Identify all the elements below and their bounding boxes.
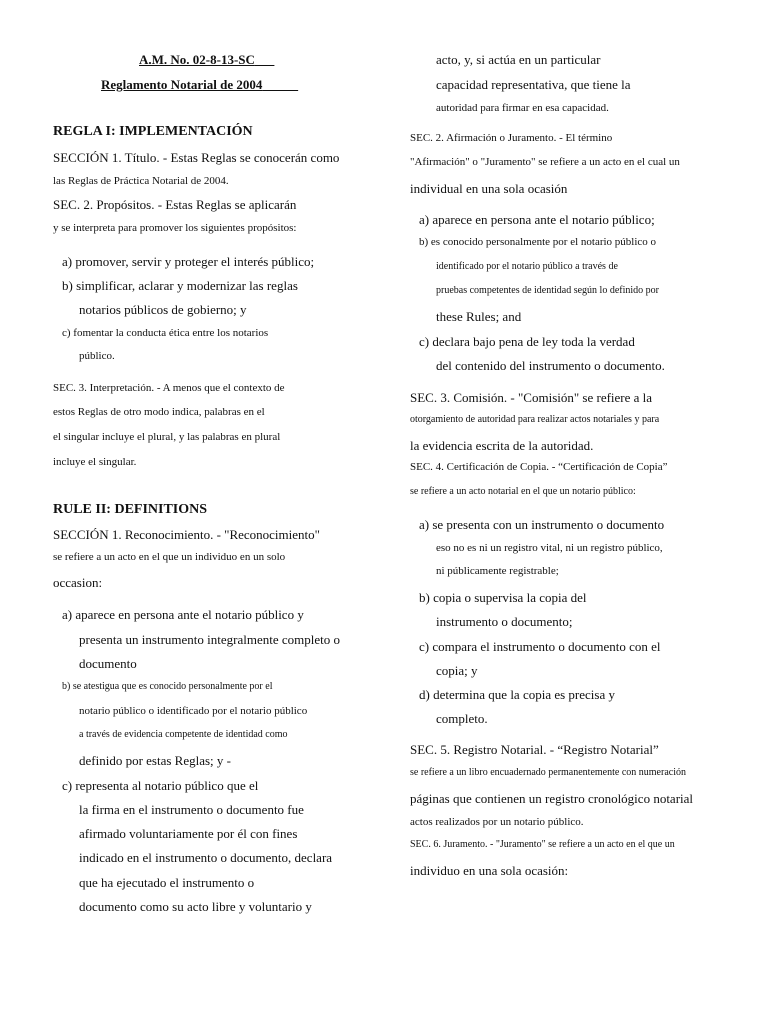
ack-a-line3: documento	[79, 656, 137, 671]
r-sec3-line2: otorgamiento de autoridad para realizar actos notariales y para	[410, 414, 660, 425]
ack-c-line2: la firma en el instrumento o documento fue	[79, 802, 304, 817]
r-copy-a-line1: a) se presenta con un instrumento o documento	[419, 517, 665, 532]
r-copy-a-line2: eso no es ni un registro vital, ni un registro público,	[436, 542, 663, 554]
def-ack-line3: occasion:	[53, 575, 103, 590]
sec2-purposes-line2: y se interpreta para promover los siguientes propósitos:	[53, 222, 297, 234]
ack-c-line6: documento como su acto libre y voluntario y	[79, 899, 312, 914]
r-sec5-line4: actos realizados por un notario público.	[410, 816, 584, 828]
sec1-title-line2: las Reglas de Práctica Notarial de 2004.	[53, 175, 229, 187]
r-sec3-line1: SEC. 3. Comisión. - "Comisión" se refiere a la	[410, 390, 653, 405]
r-sec5-line2: se refiere a un libro encuadernado permanentemente con numeración	[410, 767, 686, 778]
document-number-text: A.M. No. 02-8-13-SC	[139, 52, 255, 67]
def-ack-line1: SECCIÓN 1. Reconocimiento. - "Reconocimiento"	[53, 527, 320, 542]
purpose-c-line1: c) fomentar la conducta ética entre los notarios	[62, 327, 269, 339]
rule1-heading: REGLA I: IMPLEMENTACIÓN	[53, 124, 253, 139]
r-affirm-c-line2: del contenido del instrumento o documento.	[436, 358, 665, 373]
r-line-0: acto, y, si actúa en un particular	[436, 52, 601, 67]
document-title	[101, 78, 298, 91]
ack-c-line3: afirmado voluntariamente por él con fines	[79, 826, 298, 841]
ack-a-line1: a) aparece en persona ante el notario público y	[62, 607, 304, 622]
r-sec3-line3: la evidencia escrita de la autoridad.	[410, 438, 594, 453]
r-affirm-c-line1: c) declara bajo pena de ley toda la verdad	[419, 334, 635, 349]
purpose-b-line1: b) simplificar, aclarar y modernizar las reglas	[62, 278, 298, 293]
def-ack-line2: se refiere a un acto en el que un individuo en un solo	[53, 551, 286, 563]
r-sec6-line2: individuo en una sola ocasión:	[410, 863, 569, 878]
r-sec2-line2: "Afirmación" o "Juramento" se refiere a un acto en el cual un	[410, 156, 680, 168]
r-copy-c-line1: c) compara el instrumento o documento con el	[419, 639, 661, 654]
r-affirm-b-line1: b) es conocido personalmente por el notario público o	[419, 236, 657, 248]
sec3-interpretation-line4: incluye el singular.	[53, 456, 137, 468]
r-line-1: capacidad representativa, que tiene la	[436, 77, 631, 92]
r-copy-d-line2: completo.	[436, 711, 488, 726]
r-sec2-line3: individual en una sola ocasión	[410, 181, 568, 196]
r-sec6-line1: SEC. 6. Juramento. - "Juramento" se refiere a un acto en el que un	[410, 839, 675, 850]
r-affirm-a: a) aparece en persona ante el notario público;	[419, 212, 655, 227]
r-affirm-b-line2: identificado por el notario público a través de	[436, 261, 618, 272]
sec3-interpretation-line3: el singular incluye el plural, y las palabras en plural	[53, 431, 281, 443]
r-copy-b-line2: instrumento o documento;	[436, 614, 573, 629]
ack-c-line1: c) representa al notario público que el	[62, 778, 259, 793]
ack-b-line4: definido por estas Reglas; y -	[79, 753, 231, 768]
purpose-b-line2: notarios públicos de gobierno; y	[79, 302, 247, 317]
ack-a-line2: presenta un instrumento integralmente completo o	[79, 632, 341, 647]
ack-b-line3: a través de evidencia competente de identidad como	[79, 729, 288, 740]
purpose-c-line2: público.	[79, 350, 115, 362]
ack-c-line4: indicado en el instrumento o documento, declara	[79, 850, 333, 865]
document-title-text: Reglamento Notarial de 2004	[101, 77, 263, 92]
sec1-title-line1: SECCIÓN 1. Título. - Estas Reglas se conocerán como	[53, 150, 340, 165]
r-sec4-line1: SEC. 4. Certificación de Copia. - “Certificación de Copia”	[410, 461, 668, 473]
ack-b-line2: notario público o identificado por el notario público	[79, 705, 308, 717]
purpose-a: a) promover, servir y proteger el interés público;	[62, 254, 315, 269]
document-number	[139, 53, 274, 66]
r-affirm-b-line4: these Rules; and	[436, 309, 522, 324]
r-copy-d-line1: d) determina que la copia es precisa y	[419, 687, 615, 702]
r-affirm-b-line3: pruebas competentes de identidad según lo definido por	[436, 285, 659, 296]
r-copy-c-line2: copia; y	[436, 663, 478, 678]
r-sec5-line1: SEC. 5. Registro Notarial. - “Registro Notarial”	[410, 742, 659, 757]
r-sec5-line3: páginas que contienen un registro cronológico notarial	[410, 791, 694, 806]
sec2-purposes-line1: SEC. 2. Propósitos. - Estas Reglas se aplicarán	[53, 197, 297, 212]
sec3-interpretation-line2: estos Reglas de otro modo indica, palabras en el	[53, 406, 265, 418]
r-copy-b-line1: b) copia o supervisa la copia del	[419, 590, 587, 605]
r-sec4-line2: se refiere a un acto notarial en el que un notario público:	[410, 486, 636, 497]
ack-c-line5: que ha ejecutado el instrumento o	[79, 875, 255, 890]
r-sec2-line1: SEC. 2. Afirmación o Juramento. - El término	[410, 132, 613, 144]
rule2-heading: RULE II: DEFINITIONS	[53, 502, 208, 517]
ack-b-line1: b) se atestigua que es conocido personalmente por el	[62, 681, 273, 692]
r-copy-a-line3: ni públicamente registrable;	[436, 565, 559, 577]
r-line-2: autoridad para firmar en esa capacidad.	[436, 102, 609, 114]
sec3-interpretation-line1: SEC. 3. Interpretación. - A menos que el contexto de	[53, 382, 285, 394]
